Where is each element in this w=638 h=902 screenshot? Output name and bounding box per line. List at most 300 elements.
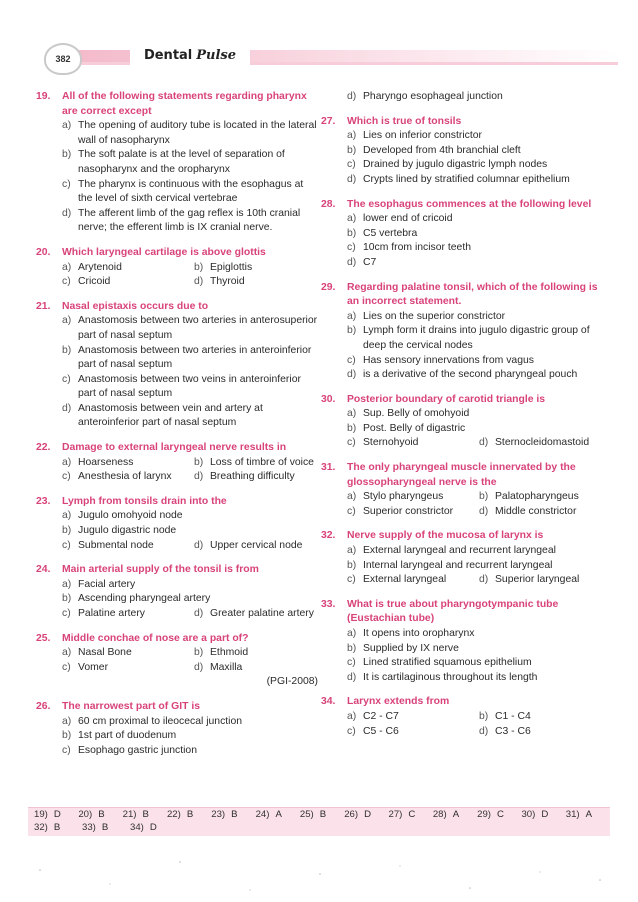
- option-text: Upper cervical node: [210, 539, 303, 551]
- question-heading: [321, 598, 601, 627]
- question-heading: [36, 90, 318, 119]
- option-text: Palatopharyngeus: [495, 491, 579, 503]
- question-block: [321, 598, 601, 686]
- option-letter: b): [62, 149, 72, 161]
- question-heading: [36, 300, 318, 315]
- option-letter: d): [347, 369, 357, 381]
- option-letter: c): [62, 608, 71, 619]
- option-pair: [62, 275, 318, 290]
- option: [62, 715, 318, 730]
- option: [62, 646, 194, 661]
- option-letter: b): [347, 227, 357, 239]
- option: [62, 509, 318, 524]
- answer-value: B: [186, 809, 194, 820]
- option-letter: b): [479, 710, 489, 722]
- answer-key: [28, 807, 610, 836]
- option-text: Breathing difficulty: [210, 471, 295, 483]
- question-block: [321, 695, 601, 739]
- answer-value: D: [53, 809, 61, 820]
- option: [479, 710, 599, 725]
- option-text: Thyroid: [210, 276, 245, 288]
- question-heading: [36, 632, 318, 647]
- option-pair: [347, 725, 601, 740]
- option-letter: c): [347, 354, 356, 366]
- option-text: Internal laryngeal and recurrent laryngeal: [363, 559, 553, 571]
- option-text: Anastomosis between two veins in anteroinferior part of nasal septum: [78, 373, 301, 400]
- question-block: [36, 495, 318, 553]
- question-number: 22.: [36, 442, 51, 454]
- option-letter: d): [479, 574, 489, 586]
- option: [62, 261, 194, 276]
- option: [62, 314, 318, 343]
- option: [479, 505, 599, 520]
- answer-value: D: [364, 809, 371, 820]
- option: [62, 275, 194, 290]
- option-letter: d): [479, 437, 489, 449]
- option-letter: d): [194, 471, 204, 483]
- question-heading: [321, 281, 601, 310]
- answer-item: [433, 808, 477, 821]
- option-text: Supplied by IX nerve: [363, 642, 459, 654]
- answer-item: [389, 808, 433, 821]
- option: [347, 212, 601, 227]
- question-number: 19.: [36, 91, 51, 102]
- option: [347, 407, 601, 422]
- option-letter: c): [62, 539, 71, 551]
- option-letter: c): [62, 744, 71, 756]
- option: [347, 368, 601, 383]
- question-number: 23.: [36, 495, 51, 507]
- option-text: The opening of auditory tube is located in the lateral wall of nasopharynx: [78, 120, 317, 146]
- option-letter: c): [62, 661, 71, 673]
- left-column: [36, 90, 318, 768]
- option: [347, 544, 601, 559]
- option: [62, 456, 194, 471]
- question-block: [321, 198, 601, 271]
- answer-item: [34, 821, 82, 834]
- option-text: Anastomosis between vein and artery at anteroinferior part of nasal septum: [78, 402, 263, 429]
- option: [194, 607, 314, 622]
- option-text: Palatine artery: [78, 608, 145, 619]
- option-text: Ascending pharyngeal artery: [78, 593, 211, 605]
- option: [194, 275, 314, 290]
- question-block: [321, 393, 601, 451]
- question-block: [321, 529, 601, 587]
- option-pair: [347, 436, 601, 451]
- option-text: Has sensory innervations from vagus: [363, 354, 534, 366]
- option: [62, 148, 318, 177]
- answer-number: 33): [82, 822, 96, 833]
- option-letter: a): [347, 545, 357, 557]
- question-block: [36, 246, 318, 290]
- option-letter: a): [347, 710, 357, 722]
- option: [347, 158, 601, 173]
- option-pair: [62, 261, 318, 276]
- option-text: Submental node: [78, 539, 154, 551]
- option-letter: d): [479, 505, 489, 517]
- brand-word: Dental: [143, 47, 193, 63]
- question-number: 28.: [321, 198, 336, 210]
- question-text: Nasal epistaxis occurs due to: [62, 300, 209, 312]
- option-letter: a): [347, 491, 357, 503]
- option-text: Arytenoid: [78, 261, 122, 273]
- option-letter: a): [347, 628, 357, 639]
- option-letter: a): [347, 130, 357, 142]
- question-heading: [36, 441, 318, 456]
- answer-number: 29): [477, 809, 491, 820]
- question-heading: [321, 393, 601, 408]
- answer-item: [256, 808, 300, 821]
- option-letter: c): [62, 276, 71, 288]
- option-text: Jugulo digastric node: [78, 525, 177, 537]
- answer-item: [167, 808, 211, 821]
- question-number: 33.: [321, 598, 336, 610]
- option-letter: c): [347, 242, 356, 254]
- option-text: Post. Belly of digastric: [363, 422, 466, 434]
- question-text: Regarding palatine tonsil, which of the following is an incorrect statement.: [347, 281, 598, 308]
- option: [347, 227, 601, 242]
- option-letter: d): [347, 256, 357, 268]
- option: [62, 178, 318, 207]
- option-text: Maxilla: [210, 661, 243, 673]
- option-letter: a): [62, 578, 72, 590]
- option-text: Esophago gastric junction: [78, 744, 197, 756]
- answer-item: [123, 808, 167, 821]
- option: [479, 725, 599, 740]
- option-letter: b): [194, 261, 204, 273]
- answer-item: [130, 821, 178, 834]
- question-block: [36, 700, 318, 758]
- answer-value: A: [275, 809, 282, 820]
- option-text: Sup. Belly of omohyoid: [363, 408, 470, 420]
- option-pair: [347, 505, 601, 520]
- question-block: [36, 563, 318, 621]
- option-letter: c): [347, 437, 356, 449]
- option-letter: b): [347, 144, 357, 156]
- option-letter: c): [62, 471, 71, 483]
- question-block: [36, 632, 318, 690]
- answer-item: [211, 808, 255, 821]
- option-pair: [347, 573, 601, 588]
- option-text: External laryngeal: [363, 574, 447, 586]
- answer-value: B: [319, 809, 327, 820]
- option-pair: [62, 456, 318, 471]
- option: [347, 559, 601, 574]
- question-text: All of the following statements regarding pharynx are correct except: [62, 91, 307, 117]
- question-number: 26.: [36, 700, 51, 712]
- option: [194, 261, 314, 276]
- option-letter: c): [347, 574, 356, 586]
- answer-number: 27): [388, 809, 403, 820]
- answer-number: 31): [565, 809, 580, 820]
- option-text: Middle constrictor: [495, 505, 577, 517]
- option: [62, 744, 318, 759]
- option-letter: d): [347, 91, 357, 102]
- option-pair: [62, 539, 318, 554]
- option-letter: a): [62, 715, 72, 727]
- option-letter: d): [194, 276, 204, 288]
- option-text: The pharynx is continuous with the esophagus at the level of sixth cervical vertebrae: [78, 178, 304, 205]
- option-text: C5 - C6: [363, 725, 399, 737]
- question-text: The esophagus commences at the following level: [347, 198, 592, 210]
- answer-item: [344, 808, 388, 821]
- option: [62, 373, 318, 402]
- question-heading: [36, 563, 318, 578]
- option-pair: [62, 646, 318, 661]
- question-block: [36, 90, 318, 236]
- option-pair: [62, 470, 318, 485]
- answer-value: B: [101, 822, 109, 833]
- brand-title: [130, 45, 250, 65]
- question-text: The narrowest part of GIT is: [62, 700, 200, 712]
- option-text: External laryngeal and recurrent laryngeal: [363, 545, 556, 557]
- answer-number: 22): [166, 809, 181, 820]
- option-letter: a): [62, 456, 72, 468]
- option-pair: [62, 607, 318, 622]
- option-text: C5 vertebra: [363, 227, 418, 239]
- option: [347, 725, 479, 740]
- option: [62, 119, 318, 148]
- option: [347, 490, 479, 505]
- question-heading: [36, 495, 318, 510]
- option-letter: d): [194, 539, 204, 551]
- option-text: Lies on inferior constrictor: [363, 130, 482, 142]
- option-text: Lymph form it drains into jugulo digastric group of deep the cervical nodes: [363, 325, 590, 351]
- answer-value: C: [497, 809, 504, 820]
- question-block: [321, 461, 601, 519]
- option: [479, 436, 599, 451]
- question-text: Middle conchae of nose are a part of?: [62, 632, 249, 644]
- option-letter: a): [62, 647, 72, 659]
- answer-number: 28): [432, 809, 447, 820]
- option-text: Anastomosis between two arteries in anterosuperior part of nasal septum: [78, 315, 318, 341]
- option-pair: [62, 661, 318, 676]
- answer-value: A: [452, 809, 460, 820]
- option: [62, 592, 318, 607]
- option: [347, 354, 601, 369]
- option-letter: a): [62, 510, 72, 522]
- option: [479, 490, 599, 505]
- option-text: It opens into oropharynx: [363, 628, 475, 639]
- option-letter: c): [347, 725, 356, 737]
- option-text: Superior laryngeal: [495, 574, 580, 586]
- option-text: Loss of timbre of voice: [210, 456, 314, 468]
- question-block: [36, 441, 318, 485]
- option: [347, 710, 479, 725]
- option-letter: d): [62, 402, 72, 414]
- option-text: It is cartilaginous throughout its length: [363, 671, 538, 683]
- page-speckle: [0, 850, 638, 900]
- option-text: Lies on the superior constrictor: [363, 310, 506, 322]
- option: [347, 627, 601, 642]
- option-letter: c): [347, 505, 356, 517]
- answer-number: 25): [299, 809, 314, 820]
- answer-value: D: [149, 822, 157, 833]
- option: [347, 129, 601, 144]
- option: [347, 671, 601, 686]
- answer-number: 19): [34, 809, 48, 820]
- option: [347, 573, 479, 588]
- option: [62, 207, 318, 236]
- page-number: 382: [44, 43, 82, 75]
- option-letter: b): [479, 491, 489, 503]
- option-text: Greater palatine artery: [210, 608, 314, 619]
- option-text: Cricoid: [78, 276, 111, 288]
- answer-row: [28, 821, 610, 834]
- option: [347, 144, 601, 159]
- option-text: Anastomosis between two arteries in anteroinferior part of nasal septum: [78, 344, 312, 371]
- answer-value: D: [541, 809, 549, 820]
- question-heading: [36, 700, 318, 715]
- question-text: Main arterial supply of the tonsil is from: [62, 564, 259, 576]
- question-heading: [321, 461, 601, 490]
- option-text: 1st part of duodenum: [78, 730, 177, 742]
- option-letter: c): [62, 373, 71, 385]
- option-letter: d): [479, 725, 489, 737]
- option-letter: b): [194, 456, 204, 468]
- option-letter: a): [347, 408, 357, 420]
- question-block: [321, 281, 601, 383]
- option-text: Vomer: [78, 661, 109, 673]
- option-letter: a): [347, 213, 357, 225]
- option-text: Hoarseness: [78, 456, 134, 468]
- answer-number: 26): [344, 809, 359, 820]
- question-source: (PGI-2008): [266, 676, 318, 688]
- answer-value: A: [585, 809, 593, 820]
- option: [194, 456, 314, 471]
- option: [347, 656, 601, 671]
- option-text: Pharyngo esophageal junction: [363, 91, 503, 102]
- question-text: Posterior boundary of carotid triangle is: [347, 393, 546, 405]
- option-text: Epiglottis: [210, 261, 253, 273]
- option: [347, 436, 479, 451]
- question-text: Larynx extends from: [347, 696, 450, 708]
- option-letter: d): [194, 608, 204, 619]
- option-text: 10cm from incisor teeth: [363, 242, 471, 254]
- answer-item: [521, 808, 565, 821]
- option-letter: b): [194, 647, 204, 659]
- option-letter: a): [62, 261, 72, 273]
- option-letter: c): [62, 178, 71, 190]
- option-text: Ethmoid: [210, 647, 249, 659]
- option-letter: a): [62, 120, 72, 132]
- option-pair: [347, 710, 601, 725]
- answer-value: B: [231, 809, 238, 820]
- answer-number: 34): [130, 822, 144, 833]
- question-heading: [36, 246, 318, 261]
- question-number: 25.: [36, 632, 51, 644]
- option: [62, 539, 194, 554]
- question-number: 30.: [321, 393, 336, 405]
- option-text: C1 - C4: [495, 710, 531, 722]
- option-text: Nasal Bone: [78, 647, 132, 659]
- option-letter: b): [62, 730, 72, 742]
- option-letter: d): [347, 671, 357, 683]
- answer-value: B: [142, 809, 149, 820]
- page-header: [22, 38, 620, 74]
- option-text: Sternohyoid: [363, 437, 419, 449]
- question-block: [321, 115, 601, 188]
- answer-number: 21): [122, 809, 137, 820]
- option-text: C3 - C6: [495, 725, 531, 737]
- question-number: 32.: [321, 530, 336, 542]
- option: [347, 256, 601, 271]
- option-letter: d): [347, 173, 357, 185]
- option: [62, 402, 318, 431]
- option-text: Sternocleidomastoid: [495, 437, 590, 449]
- answer-number: 30): [521, 809, 536, 820]
- option-letter: d): [194, 661, 204, 673]
- question-text: Which laryngeal cartilage is above glottis: [62, 246, 266, 258]
- answer-item: [34, 808, 78, 821]
- answer-value: B: [53, 822, 61, 833]
- option: [194, 661, 314, 676]
- option: [62, 578, 318, 593]
- answer-item: [477, 808, 521, 821]
- option-letter: a): [347, 310, 357, 322]
- option: [347, 241, 601, 256]
- option-pair: [347, 490, 601, 505]
- option-text: Anesthesia of larynx: [78, 471, 172, 483]
- answer-item: [566, 808, 610, 821]
- option-letter: b): [347, 559, 357, 571]
- option: [62, 524, 318, 539]
- option: [347, 642, 601, 657]
- option-letter: b): [62, 525, 72, 537]
- answer-value: B: [98, 809, 105, 820]
- question-text: Nerve supply of the mucosa of larynx is: [347, 530, 544, 542]
- question-text: Lymph from tonsils drain into the: [62, 495, 227, 507]
- option: [194, 539, 314, 554]
- option: [62, 470, 194, 485]
- option-letter: b): [62, 593, 72, 605]
- question-heading: [321, 115, 601, 130]
- option-letter: c): [347, 159, 356, 171]
- question-heading: [321, 695, 601, 710]
- option-text: 60 cm proximal to ileocecal junction: [78, 715, 243, 727]
- option-letter: c): [347, 657, 356, 669]
- option-text: Developed from 4th branchial cleft: [363, 144, 521, 156]
- option: [347, 324, 601, 353]
- answer-item: [78, 808, 122, 821]
- question-text: Damage to external laryngeal nerve results in: [62, 442, 287, 454]
- option-text: Drained by jugulo digastric lymph nodes: [363, 159, 548, 171]
- option-letter: b): [347, 325, 357, 337]
- answer-number: 20): [78, 809, 93, 820]
- question-text: The only pharyngeal muscle innervated by the glossopharyngeal nerve is the: [347, 462, 576, 488]
- question-text: What is true about pharyngotympanic tube (Eustachian tube): [347, 598, 559, 625]
- option: [194, 470, 314, 485]
- answer-item: [82, 821, 130, 834]
- option-text: C2 - C7: [363, 710, 399, 722]
- option: [347, 90, 601, 105]
- question-number: 29.: [321, 281, 336, 293]
- question-number: 31.: [321, 462, 336, 474]
- option-text: Jugulo omohyoid node: [78, 510, 183, 522]
- question-block: [36, 300, 318, 431]
- option: [62, 344, 318, 373]
- option-text: Crypts lined by stratified columnar epithelium: [363, 173, 570, 185]
- brand-script: Pulse: [196, 47, 237, 63]
- question-number: 24.: [36, 564, 51, 576]
- option-letter: b): [62, 344, 72, 356]
- answer-row: [28, 808, 610, 821]
- question-number: 21.: [36, 300, 51, 312]
- option-text: Facial artery: [78, 578, 136, 590]
- option: [347, 422, 601, 437]
- option-letter: a): [62, 315, 72, 327]
- option-text: C7: [363, 256, 377, 268]
